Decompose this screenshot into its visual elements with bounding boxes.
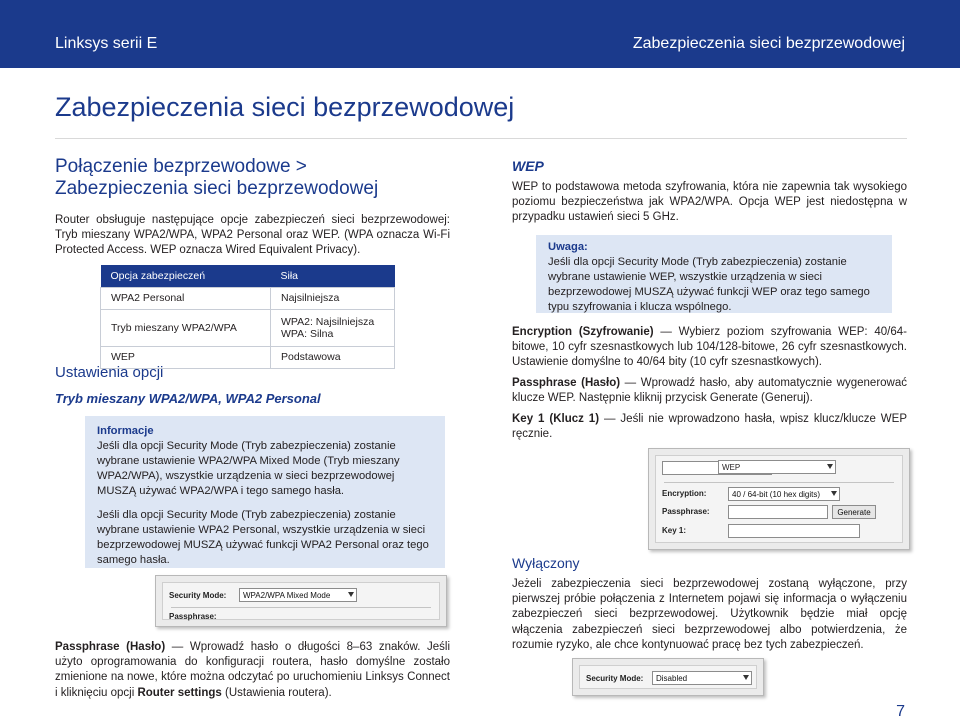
table-row xyxy=(101,309,395,346)
table-header-option: Opcja zabezpieczeń xyxy=(101,265,271,287)
passphrase-label: Passphrase: xyxy=(662,507,710,516)
section-heading-line2: Zabezpieczenia sieci bezprzewodowej xyxy=(55,178,379,199)
intro-paragraph: Router obsługuje następujące opcje zabezpieczeń sieci bezprzewodowej: Tryb mieszany WPA2/WPA, WPA2 Personal oraz WEP. (WPA oznacza Wi-Fi Protected Access. WEP oznacza Wired Equivalent Privacy). xyxy=(55,214,450,257)
security-mode-value: Disabled xyxy=(656,674,688,683)
divider xyxy=(664,482,894,483)
settings-heading: Ustawienia opcji xyxy=(55,364,164,381)
key1-label: Key 1: xyxy=(662,526,687,535)
encryption-term: Encryption (Szyfrowanie) xyxy=(512,326,654,338)
page-title: Zabezpieczenia sieci bezprzewodowej xyxy=(55,92,515,122)
strength-line: WPA: Silna xyxy=(281,327,334,340)
section-heading xyxy=(55,156,450,200)
encryption-value: 40 / 64-bit (10 hex digits) xyxy=(732,490,821,499)
security-mode-value: WPA2/WPA Mixed Mode xyxy=(243,591,331,600)
table-cell-strength xyxy=(271,309,395,346)
wep-passphrase-term: Passphrase (Hasło) xyxy=(512,377,621,389)
passphrase-text: — Wprowadź hasło o długości 8–63 znaków. Jeśli użyto oprogramowania do konfiguracji routera, hasło domyślne zostało zmienione na nowe, które można odczytać po uruchomieniu Linksys Connect i kliknięciu opcji xyxy=(55,641,450,699)
table-row xyxy=(101,287,395,309)
encryption-label: Encryption: xyxy=(662,489,707,498)
security-mode-select xyxy=(652,671,752,685)
encryption-select xyxy=(728,487,840,501)
security-mode-label: Security Mode: xyxy=(586,674,644,683)
security-mode-label: Security Mode: xyxy=(169,591,227,600)
security-mode-select xyxy=(239,588,357,602)
note-label: Uwaga: xyxy=(548,241,588,253)
chevron-down-icon xyxy=(348,592,354,597)
key1-text: — Jeśli nie wprowadzono hasła, wpisz klucz/klucze WEP ręcznie. xyxy=(512,413,907,441)
passphrase-text-end: (Ustawienia routera). xyxy=(221,686,332,699)
mode-heading: Tryb mieszany WPA2/WPA, WPA2 Personal xyxy=(55,391,321,406)
key1-input xyxy=(728,524,860,538)
encryption-paragraph xyxy=(512,325,907,371)
security-options-table xyxy=(100,265,395,369)
table-cell-option: WEP xyxy=(101,346,271,368)
wep-heading: WEP xyxy=(512,158,544,174)
wep-passphrase-text: — Wprowadź hasło, aby automatycznie wygenerować klucze WEP. Następnie kliknij przycisk Generate (Generuj). xyxy=(512,377,907,405)
title-divider xyxy=(55,138,907,139)
passphrase-term: Passphrase (Hasło) xyxy=(55,641,166,653)
note-text: Jeśli dla opcji Security Mode (Tryb zabezpieczenia) zostanie wybrane ustawienie WEP, wszystkie urządzenia w sieci bezprzewodowej MUSZĄ używać funkcji WEP oraz tego samego typu szyfrowania i klucza wspólnego. xyxy=(548,256,870,313)
note-box xyxy=(536,235,892,313)
chevron-down-icon xyxy=(831,491,837,496)
chevron-down-icon xyxy=(743,675,749,680)
wep-intro-paragraph: WEP to podstawowa metoda szyfrowania, która nie zapewnia tak wysokiego poziomu bezpieczeństwa jak WPA2/WPA. Opcja WEP jest niedostępna w przypadku ustawień sieci 5 GHz. xyxy=(512,181,907,224)
table-header-strength: Siła xyxy=(271,265,395,287)
chevron-down-icon xyxy=(827,464,833,469)
encryption-text: — Wybierz poziom szyfrowania WEP: 40/64-bitowe, 10 cyfr szesnastkowych lub 104/128-bitowe, 26 cyfr szesnastkowych. Ustawienie domyślne to 40/64 bity (10 cyfr szesnastkowych). xyxy=(512,326,907,369)
header-section-title: Zabezpieczenia sieci bezprzewodowej xyxy=(632,35,905,52)
header-brand: Linksys serii E xyxy=(55,35,158,52)
router-screenshot-disabled xyxy=(572,658,764,696)
security-mode-value: WEP xyxy=(722,463,741,472)
router-settings-term: Router settings xyxy=(137,686,222,699)
passphrase-input xyxy=(728,505,828,519)
table-cell-option: Tryb mieszany WPA2/WPA xyxy=(101,309,271,346)
page-header xyxy=(0,0,960,68)
strength-line: WPA2: Najsilniejsza xyxy=(281,315,375,328)
divider xyxy=(171,607,431,608)
router-screenshot-wpa xyxy=(155,575,447,627)
disabled-paragraph: Jeżeli zabezpieczenia sieci bezprzewodowej zostaną wyłączone, przy pierwszej próbie połączenia z Internetem pojawi się informacja o wyłączeniu zabezpieczeń sieci bezprzewodowej. Użytkownik będzie miał opcję włączenia zabezpieczeń sieci bezprzewodowej albo potwierdzenia, że rozumie ryzyko, ale chce kontynuować pracę bez tych zabezpieczeń. xyxy=(512,578,907,651)
section-heading-line1: Połączenie bezprzewodowe > xyxy=(55,156,307,177)
info-box xyxy=(85,416,445,568)
table-cell-option: WPA2 Personal xyxy=(101,287,271,309)
generate-button: Generate xyxy=(832,505,876,519)
table-header-row xyxy=(101,265,395,287)
page-number: 7 xyxy=(896,703,905,719)
table-cell-strength: Podstawowa xyxy=(271,346,395,368)
key1-term: Key 1 (Klucz 1) xyxy=(512,413,600,425)
disabled-heading: Wyłączony xyxy=(512,555,580,571)
left-column xyxy=(55,156,450,259)
info-paragraph: Jeśli dla opcji Security Mode (Tryb zabezpieczenia) zostanie wybrane ustawienie WPA2/WPA Mixed Mode (Tryb mieszany WPA2/WPA), wszystkie urządzenia w sieci bezprzewodowej MUSZĄ używać WPA2/WPA i tego samego hasła. xyxy=(97,440,400,497)
key1-paragraph xyxy=(512,412,907,442)
table-cell-strength: Najsilniejsza xyxy=(271,287,395,309)
info-paragraph: Jeśli dla opcji Security Mode (Tryb zabezpieczenia) zostanie wybrane ustawienie WPA2 Personal, wszystkie urządzenia w sieci bezprzewodowej MUSZĄ używać funkcji WPA2 Personal oraz tego samego hasła. xyxy=(97,509,429,566)
passphrase-paragraph xyxy=(55,640,450,701)
info-label: Informacje xyxy=(97,425,154,437)
wep-passphrase-paragraph xyxy=(512,376,907,406)
wep-security-mode-select xyxy=(718,460,836,474)
passphrase-label: Passphrase: xyxy=(169,612,217,621)
